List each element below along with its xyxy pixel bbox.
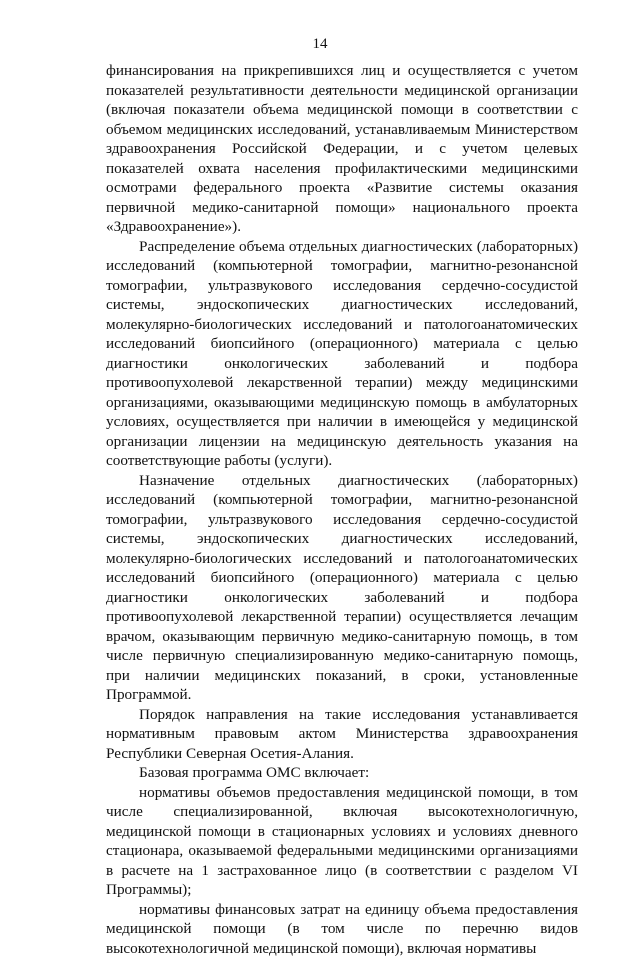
paragraph-base-program-intro: Базовая программа ОМС включает: [106,763,578,783]
paragraph-financial-cost-norms: нормативы финансовых затрат на единицу объема предоставления медицинской помощи (в том числе по перечню видов высокотехнологичной медицинской помощи), включая нормативы [106,900,578,958]
paragraph-diagnostic-volume-distribution: Распределение объема отдельных диагностических (лабораторных) исследований (компьютерной томографии, магнитно-резонансной томографии, ультразвукового исследования сердечно-сосудистой системы, эндоскопических диагностических исследований, молекулярно-биологических исследований и патологоанатомических исследований биопсийного (операционного) материала с целью диагностики онкологических заболеваний и подбора противоопухолевой лекарственной терапии) между медицинскими организациями, оказывающими медицинскую помощь в амбулаторных условиях, осуществляется при наличии в имеющейся у медицинской организации лицензии на медицинскую деятельность указания на соответствующие работы (услуги). [106,237,578,471]
page-number: 14 [0,36,640,53]
paragraph-referral-procedure: Порядок направления на такие исследования устанавливается нормативным правовым актом Министерства здравоохранения Республики Северная Осетия-Алания. [106,705,578,764]
paragraph-financing-continuation: финансирования на прикрепившихся лиц и осуществляется с учетом показателей результативности деятельности медицинской организации (включая показатели объема медицинской помощи в соответствии с объемом медицинских исследований, устанавливаемым Министерством здравоохранения Российской Федерации, и с учетом целевых показателей охвата населения профилактическими медицинскими осмотрами федерального проекта «Развитие системы оказания первичной медико-санитарной помощи» национального проекта «Здравоохранение»). [106,61,578,237]
paragraph-volume-norms: нормативы объемов предоставления медицинской помощи, в том числе специализированной, включая высокотехнологичную, медицинской помощи в стационарных условиях и условиях дневного стационара, оказываемой федеральными медицинскими организациями в расчете на 1 застрахованное лицо (в соответствии с разделом VI Программы); [106,783,578,900]
paragraph-diagnostic-prescription: Назначение отдельных диагностических (лабораторных) исследований (компьютерной томографии, магнитно-резонансной томографии, ультразвукового исследования сердечно-сосудистой системы, эндоскопических диагностических исследований, молекулярно-биологических исследований и патологоанатомических исследований биопсийного (операционного) материала с целью диагностики онкологических заболеваний и подбора противоопухолевой лекарственной терапии) осуществляется лечащим врачом, оказывающим первичную медико-санитарную помощь, в том числе первичную специализированную медико-санитарную помощь, при наличии медицинских показаний, в сроки, установленные Программой. [106,471,578,705]
document-body [106,61,578,958]
